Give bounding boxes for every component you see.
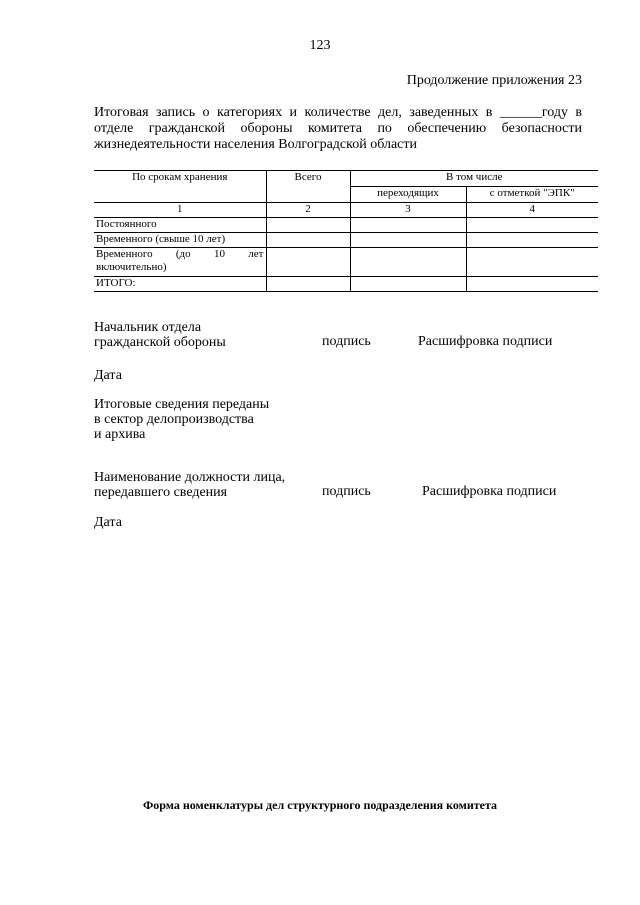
- header-epk: с отметкой "ЭПК": [489, 187, 575, 199]
- table-row: [94, 248, 598, 277]
- header-including: В том числе: [350, 171, 598, 187]
- header-transitional: переходящих: [350, 187, 466, 203]
- page-number: 123: [309, 38, 331, 53]
- header-storage: По срокам хранения: [94, 171, 266, 203]
- date-1: Дата: [94, 368, 122, 383]
- records-table: [94, 170, 598, 292]
- sig2-position: Наименование должности лица, передавшего сведения: [94, 470, 286, 500]
- sig2-decoding: Расшифровка подписи: [422, 484, 557, 499]
- col-number-3: 3: [350, 203, 466, 218]
- sig2-signature: подпись: [322, 484, 371, 499]
- row-label-permanent: Постоянного: [94, 218, 266, 233]
- appendix-label: Продолжение приложения 23: [406, 73, 582, 88]
- title-line-3: жизнедеятельности населения Волгоградской области: [94, 137, 417, 152]
- sig1-decoding: Расшифровка подписи: [418, 334, 553, 349]
- sig1-position: Начальник отдела гражданской обороны: [94, 320, 226, 350]
- row-label-temporary-upto10: Временного (до 10 лет включительно): [94, 248, 266, 277]
- title-line-2: отделе гражданской обороны комитета по обеспечению безопасности: [94, 121, 582, 136]
- table-row: [94, 218, 598, 233]
- col-number-4: 4: [466, 203, 598, 218]
- transferred-note: Итоговые сведения переданы в сектор делопроизводства и архива: [94, 397, 270, 442]
- table-row: [94, 233, 598, 248]
- footer-caption: Форма номенклатуры дел структурного подразделения комитета: [142, 798, 498, 812]
- sig1-signature: подпись: [322, 334, 371, 349]
- header-total: Всего: [266, 171, 350, 203]
- date-2: Дата: [94, 515, 122, 530]
- table-row: [94, 277, 598, 292]
- row-label-total: ИТОГО:: [94, 277, 266, 292]
- row-label-temporary-over10: Временного (свыше 10 лет): [94, 233, 266, 248]
- col-number-1: 1: [94, 203, 266, 218]
- col-number-2: 2: [266, 203, 350, 218]
- title-line-1: Итоговая запись о категориях и количестве дел, заведенных в ______году в: [94, 105, 582, 120]
- document-title: [94, 105, 582, 153]
